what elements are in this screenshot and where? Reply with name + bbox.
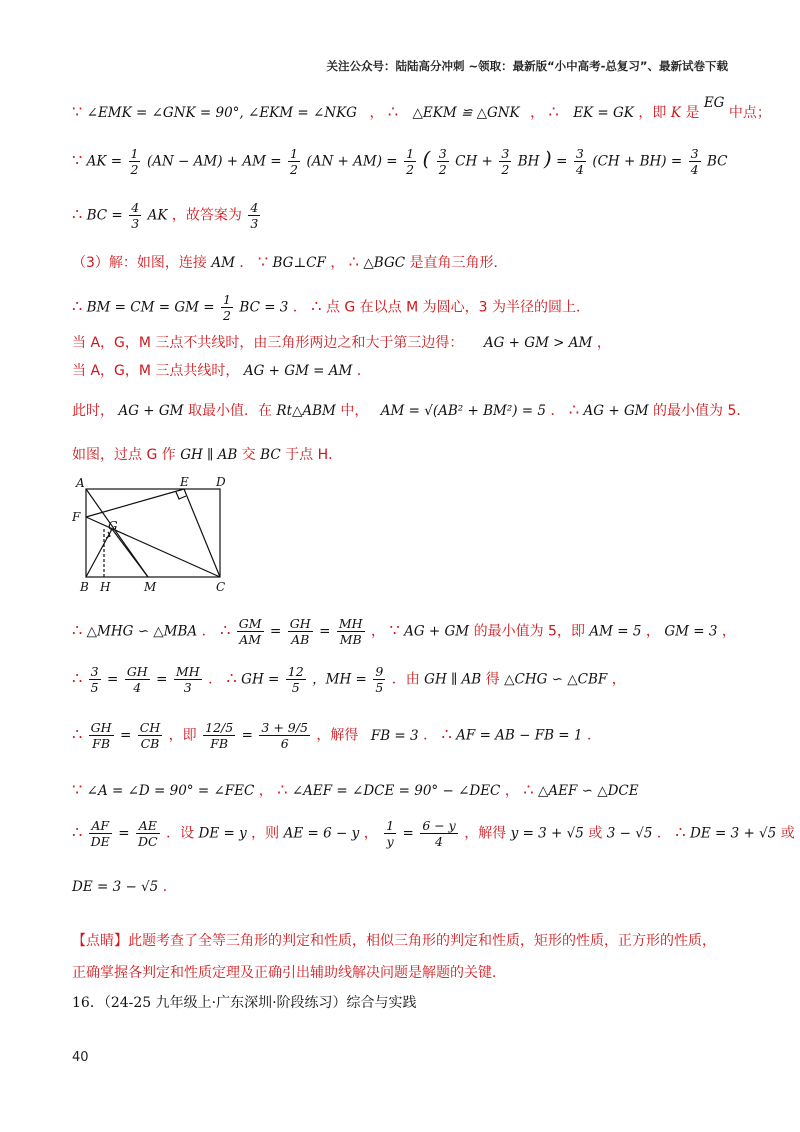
label-c: C xyxy=(216,580,226,594)
solution-line-4: （3）解：如图，连接 AM ． ∵ BG⊥CF ， ∴ △BGC 是直角三角形． xyxy=(72,252,508,271)
label-f: F xyxy=(72,510,81,524)
page-number: 40 xyxy=(72,1050,89,1065)
label-a: A xyxy=(76,476,85,490)
label-b: B xyxy=(80,580,89,594)
solution-line-12: ∴ $\frac{GH}{FB}$ = $\frac{CH}{CB}$ ，即 $\frac{12/5}{FB}$ = $\frac{3 + 9/5}{6}$ ，解得 FB = 3 ． ∴ AF = AB − FB = 1 ． xyxy=(72,720,601,751)
label-d: D xyxy=(216,475,226,489)
solution-line-10: ∴ △MHG ∽ △MBA ． ∴ $\frac{GM}{AM}$ = $\frac{GH}{AB}$ = $\frac{MH}{MB}$ ， ∵ AG + GM 的最小值为 5，即 AM = 5 ， GM = 3 ， xyxy=(72,616,736,647)
solution-line-3: ∴ BC = $\frac{4}{3}$ AK ，故答案为 $\frac{4}{3}$ xyxy=(72,200,259,231)
label-e: E xyxy=(180,475,189,489)
segment-fc xyxy=(86,517,220,577)
right-angle-mark-e xyxy=(176,492,186,499)
question-16-title: 16．（24-25 九年级上·广东深圳·阶段练习）综合与实践 xyxy=(72,995,417,1011)
rectangle-abcd xyxy=(86,489,220,577)
label-h: H xyxy=(100,580,111,594)
solution-line-7: 当 A，G，M 三点共线时， AG + GM = AM ． xyxy=(72,363,371,379)
solution-line-1: ∵ ∠EMK = ∠GNK = 90°, ∠EKM = ∠NKG ， ∴ △EKM ≌ △GNK ， ∴ EK = GK ，即 K 是 EG 中点； xyxy=(72,95,771,121)
solution-line-14: ∴ $\frac{AF}{DE}$ = $\frac{AE}{DC}$ ．设 DE = y ，则 AE = 6 − y ， $\frac{1}{y}$ = $\frac{6 - y}{4}$ ，解得 y = 3 + √5 或 3 − √5 ． ∴ DE = 3 + √5 或 xyxy=(72,818,795,849)
segment-bg xyxy=(86,529,112,577)
solution-line-9: 如图，过点 G 作 GH ∥ AB 交 BC 于点 H． xyxy=(72,447,343,463)
label-g: G xyxy=(108,519,118,533)
solution-line-13: ∵ ∠A = ∠D = 90° = ∠FEC ， ∴ ∠AEF = ∠DCE = 90° − ∠DEC ， ∴ △AEF ∽ △DCE xyxy=(72,780,639,799)
segment-fe xyxy=(86,489,184,517)
solution-line-6: 当 A，G，M 三点不共线时，由三角形两边之和大于第三边得： AG + GM > AM ， xyxy=(72,335,611,351)
key-point-line-1: 【点睛】此题考查了全等三角形的判定和性质，相似三角形的判定和性质，矩形的性质，正方形的性质， xyxy=(72,933,716,949)
key-point-line-2: 正确掌握各判定和性质定理及正确引出辅助线解决问题是解题的关键． xyxy=(72,965,506,981)
solution-line-8: 此时， AG + GM 取最小值．在 Rt△ABM 中， AM = √(AB² + BM²) = 5 ． ∴ AG + GM 的最小值为 5． xyxy=(72,400,751,419)
solution-line-5: ∴ BM = CM = GM = $\frac{1}{2}$ BC = 3 ． ∴ 点 G 在以点 M 为圆心，3 为半径的圆上． xyxy=(72,292,591,323)
solution-line-2: ∵ AK = $\frac{1}{2}$ (AN − AM) + AM = $\frac{1}{2}$ (AN + AM) = $\frac{1}{2}$ ( $\frac{3}{2}$ CH + $\frac{3}{2}$ BH ) = $\frac{3}{4}$ (CH + BH) = $\frac{3}{4}$ BC xyxy=(72,146,728,177)
solution-line-15: DE = 3 − √5 ． xyxy=(72,879,177,895)
page-header: 关注公众号：陆陆高分冲刺 ~领取：最新版“小中高考-总复习”、最新试卷下载 xyxy=(326,59,728,73)
geometry-figure xyxy=(72,474,232,599)
label-m: M xyxy=(144,580,157,594)
solution-line-11: ∴ $\frac{3}{5}$ = $\frac{GH}{4}$ = $\frac{MH}{3}$ ． ∴ GH = $\frac{12}{5}$ ，MH = $\frac{9}{5}$ ．由 GH ∥ AB 得 △CHG ∽ △CBF ， xyxy=(72,664,626,695)
